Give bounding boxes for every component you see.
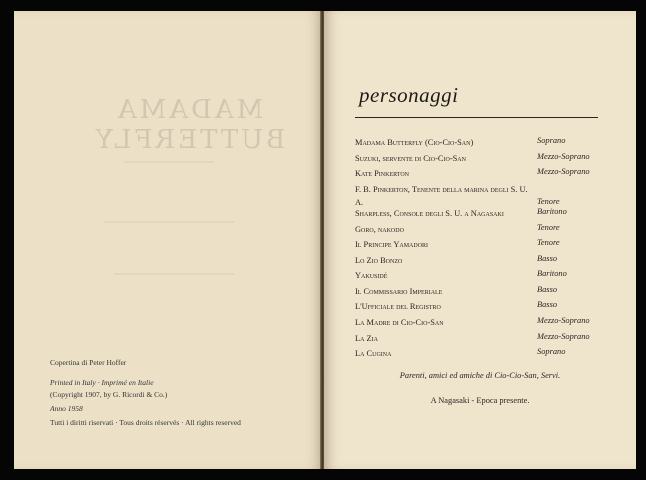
printed-in: Printed in Italy · Imprimé en Italie: [50, 378, 154, 387]
character-name: La Madre di Cio-Cio-San: [355, 318, 444, 327]
show-through-line: [104, 221, 234, 223]
voice-type: Baritono: [537, 269, 567, 278]
voice-type: Tenore: [537, 223, 560, 232]
character-name: Goro, nakodo: [355, 225, 404, 234]
voice-type: Tenore: [537, 197, 560, 206]
show-through-title: MADAMA BUTTERFLY: [92, 95, 286, 155]
left-page: [14, 11, 322, 469]
voice-type: Basso: [537, 254, 558, 263]
character-name: Kate Pinkerton: [355, 169, 409, 178]
right-page: [324, 11, 636, 469]
character-name: La Zia: [355, 334, 378, 343]
title-rule: [355, 117, 598, 118]
setting-line: A Nagasaki - Epoca presente.: [430, 396, 530, 405]
character-name: Sharpless, Console degli S. U. a Nagasaki: [355, 209, 504, 218]
character-name: F. B. Pinkerton, Tenente della marina degli S. U. A.: [355, 185, 528, 207]
voice-type: Soprano: [537, 136, 566, 145]
voice-type: Basso: [537, 285, 558, 294]
voice-type: Basso: [537, 300, 558, 309]
character-name: L'Ufficiale del Registro: [355, 302, 441, 311]
character-name: Lo Zio Bonzo: [355, 256, 403, 265]
character-name: La Cugina: [355, 349, 392, 358]
chorus-line: Parenti, amici ed amiche di Cio-Cio-San, Servi.: [399, 371, 561, 380]
character-name: Il Principe Yamadori: [355, 240, 429, 249]
rights-notice: Tutti i diritti riservati · Tous droits réservés · All rights reserved: [50, 418, 241, 427]
voice-type: Mezzo-Soprano: [537, 316, 590, 325]
voice-type: Soprano: [537, 347, 566, 356]
year: Anno 1958: [50, 404, 83, 413]
voice-type: Mezzo-Soprano: [537, 332, 590, 341]
cover-credit: Copertina di Peter Hoffer: [50, 358, 127, 367]
voice-type: Tenore: [537, 238, 560, 247]
page-title: personaggi: [359, 83, 459, 107]
character-name: Suzuki, servente di Cio-Cio-San: [355, 154, 466, 163]
copyright: (Copyright 1907, by G. Ricordi & Co.): [50, 390, 168, 399]
character-name: Il Commissario Imperiale: [355, 287, 443, 296]
voice-type: Mezzo-Soprano: [537, 152, 590, 161]
show-through-line: [124, 161, 214, 163]
voice-type: Mezzo-Soprano: [537, 167, 590, 176]
show-through-line: [114, 273, 234, 275]
voice-type: Baritono: [537, 207, 567, 216]
character-name: Yakusidé: [355, 271, 388, 280]
character-name: Madama Butterfly (Cio-Cio-San): [355, 138, 474, 147]
